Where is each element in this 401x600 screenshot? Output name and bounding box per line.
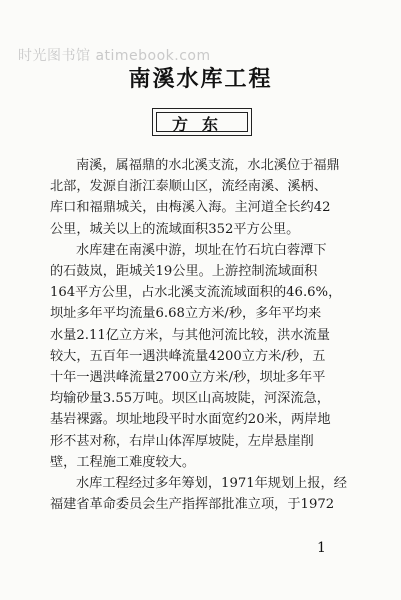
text-line: 库口和福鼎城关，由梅溪入海。主河道全长约42 (50, 200, 331, 216)
text-line: 较大，五百年一遇洪峰流量4200立方米/秒，五 (50, 348, 326, 364)
text-line: 形不甚对称，右岸山体浑厚坡陡，左岸悬崖削 (50, 433, 314, 449)
text-line: 北部，发源自浙江泰顺山区，流经南溪、溪柄、 (50, 179, 327, 195)
paragraph-1 (50, 155, 368, 240)
watermark: 时光图书馆 atimebook.com (18, 48, 211, 64)
text-line: 164平方公里，占水北溪支流流域面积的46.6%， (50, 285, 342, 301)
page-number: 1 (317, 540, 326, 556)
text-line: 公里，城关以上的流域面积352平方公里。 (50, 221, 300, 237)
text-line: 十年一遇洪峰流量2700立方米/秒，坝址多年平 (50, 370, 326, 386)
text-line: 基岩裸露。坝址地段平时水面宽约20米，两岸地 (50, 412, 331, 428)
text-line: 南溪，属福鼎的水北溪支流，水北溪位于福鼎 (76, 158, 340, 173)
text-line: 壁，工程施工难度较大。 (50, 454, 196, 470)
author-box (152, 108, 252, 136)
paragraph-2 (50, 240, 368, 473)
page-title: 南溪水库工程 (128, 66, 273, 92)
text-line: 坝址多年平均流量6.68立方米/秒，多年平均来 (50, 306, 322, 322)
text-line: 均输砂量3.55万吨。坝区山高坡陡，河深流急， (50, 391, 330, 407)
body-text (50, 155, 368, 515)
text-line: 水量2.11亿立方米，与其他河流比较，洪水流量 (50, 327, 330, 343)
text-line: 水库工程经过多年筹划，1971年规划上报，经 (76, 476, 347, 492)
text-line: 的石鼓岚，距城关19公里。上游控制流域面积 (50, 264, 318, 280)
text-line: 水库建在南溪中游，坝址在竹石坑白蓉潭下 (76, 242, 327, 258)
author-name: 方东 (171, 115, 232, 134)
text-line: 福建省革命委员会生产指挥部批准立项，于1972 (50, 497, 335, 513)
paragraph-3 (50, 473, 368, 515)
